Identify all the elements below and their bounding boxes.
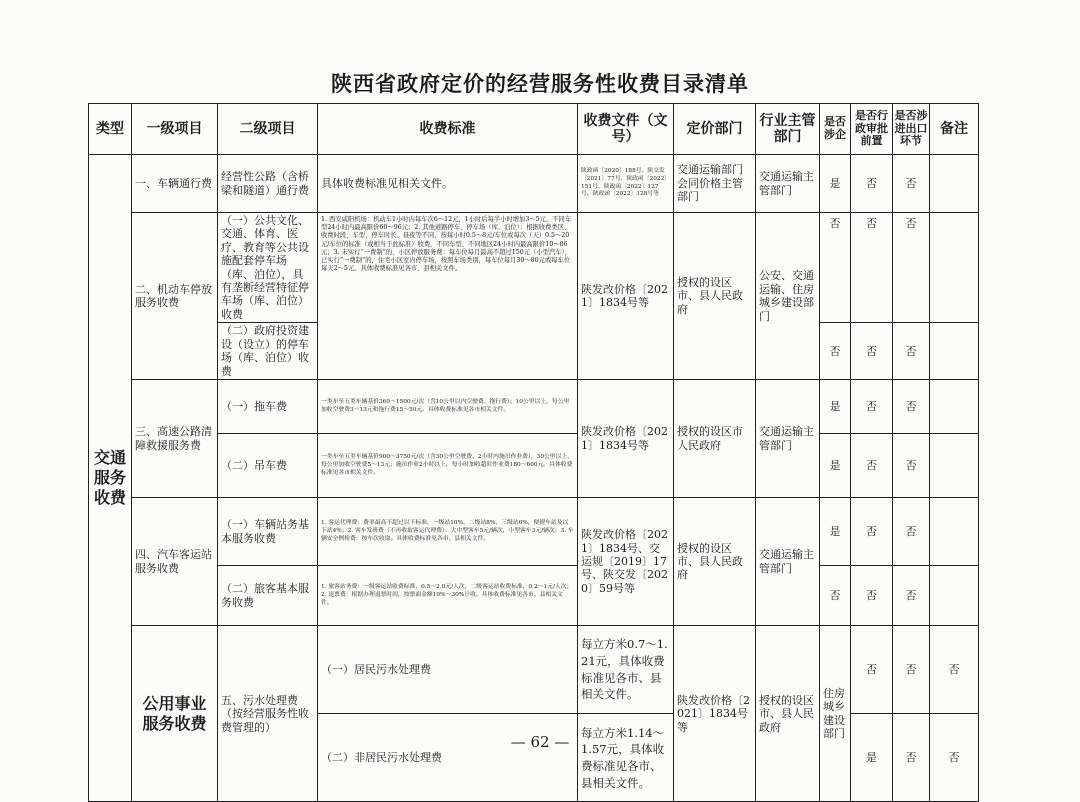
page-number: — 62 — <box>510 733 570 751</box>
table-row <box>89 566 979 626</box>
import-cell: 否 <box>930 626 979 714</box>
approval-cell: 否 <box>851 434 893 498</box>
doc-cell: 陕发改价格〔2021〕1834号、交运规〔2019〕17号、陕交发〔2020〕59号等 <box>578 498 674 626</box>
header-admin-approval: 是否行政审批前置 <box>851 104 893 155</box>
standard-cell: 一类车至五类车辆基价900～3750元/次（含30公里空驶费、2小时内施吊作业费），30公里以上，每公里加收空驶费5～13元；施吊作业2小时以上，每小时加收超时作业费180～600元。具体收费标准见各市相关文件。 <box>318 434 578 498</box>
pricing-dept-cell: 交通运输部门会同价格主管部门 <box>674 155 756 213</box>
level1-cell: 四、汽车客运站服务收费 <box>132 498 218 626</box>
table-row <box>89 380 979 434</box>
doc-cell: 陕发改价格〔2021〕1834号等 <box>674 626 756 802</box>
table-row <box>89 213 979 323</box>
enterprise-cell: 否 <box>851 626 893 714</box>
industry-dept-cell: 交通运输主管部门 <box>756 380 820 498</box>
import-cell: 否 <box>893 213 930 323</box>
remark-cell <box>930 155 979 213</box>
category-transport: 交通服务收费 <box>89 155 132 802</box>
header-row <box>89 104 979 155</box>
standard-cell: 每立方米0.7～1.21元，具体收费标准见各市、县相关文件。 <box>578 626 674 714</box>
doc-cell: 陕发改价格〔2021〕1834号等 <box>578 380 674 498</box>
level1-cell: 三、高速公路清障救援服务费 <box>132 380 218 498</box>
table-row <box>89 155 979 213</box>
approval-cell: 否 <box>851 380 893 434</box>
import-cell: 否 <box>893 155 930 213</box>
doc-cell: 陕政函〔2020〕188号、陕交发〔2021〕77号、陕政函〔2022〕151号、陕政函〔2022〕127号、陕政函〔2022〕128号等 <box>578 155 674 213</box>
enterprise-cell: 是 <box>820 498 851 566</box>
enterprise-cell: 否 <box>820 213 851 323</box>
category-public: 公用事业服务收费 <box>132 626 218 802</box>
enterprise-cell: 是 <box>820 434 851 498</box>
pricing-dept-cell: 授权的设区市、县人民政府 <box>674 213 756 380</box>
import-cell: 否 <box>893 323 930 380</box>
header-pricing-dept: 定价部门 <box>674 104 756 155</box>
remark-cell <box>930 213 979 323</box>
level2-cell: （一）拖车费 <box>218 380 318 434</box>
approval-cell: 否 <box>851 155 893 213</box>
enterprise-cell: 否 <box>820 566 851 626</box>
level2-cell: （二）非居民污水处理费 <box>318 714 578 802</box>
header-doc: 收费文件（文号） <box>578 104 674 155</box>
standard-cell: 1. 西安咸阳机场：机动车1小时内每车次6～12元，1小时后每半小时增加3～5元，不同车型24小时内最高限价60～96元；2. 其他道路停车、停车场（库、泊位）：根据收费类区、收费时段、车型、停车时长、昼夜等不同，按每小时0.5～8元/车位或每次（天）0.5～20元/车位的标准（或相当于此标准）收费，不同车型、不同地区24小时内最高限价10～86元；3. 未实行“一费制”的，小区停放服务费：每车位每月最高不超过150元（小型汽车），已实行“一费制”的，住宅小区室内停车场，按照车场类别，每车位每月30～80元或每车位每天2～5元。具体收费标准见各市、县相关文件。 <box>318 213 578 380</box>
standard-cell: 每立方米1.14～1.57元，具体收费标准见各市、县相关文件。 <box>578 714 674 802</box>
pricing-dept-cell: 授权的设区市、县人民政府 <box>674 498 756 626</box>
enterprise-cell: 否 <box>820 323 851 380</box>
table-row <box>89 626 979 714</box>
remark-cell <box>930 323 979 380</box>
enterprise-cell: 是 <box>820 380 851 434</box>
level2-cell: （二）旅客基本服务收费 <box>218 566 318 626</box>
header-level1: 一级项目 <box>132 104 218 155</box>
approval-cell: 否 <box>851 213 893 323</box>
approval-cell: 否 <box>851 566 893 626</box>
header-type: 类型 <box>89 104 132 155</box>
table-row <box>89 434 979 498</box>
header-involves-enterprise: 是否涉企 <box>820 104 851 155</box>
level2-cell: （二）政府投资建设（设立）的停车场（库、泊位）收费 <box>218 323 318 380</box>
industry-dept-cell: 住房城乡建设部门 <box>820 626 851 802</box>
level2-cell: 经营性公路（含桥梁和隧道）通行费 <box>218 155 318 213</box>
pricing-dept-cell: 授权的设区市、县人民政府 <box>756 626 820 802</box>
header-remark: 备注 <box>930 104 979 155</box>
industry-dept-cell: 公安、交通运输、住房城乡建设部门 <box>756 213 820 380</box>
level2-cell: （一）居民污水处理费 <box>318 626 578 714</box>
level2-cell: （二）吊车费 <box>218 434 318 498</box>
standard-cell: 具体收费标准见相关文件。 <box>318 155 578 213</box>
fee-catalog-table <box>88 103 979 802</box>
header-level2: 二级项目 <box>218 104 318 155</box>
industry-dept-cell: 交通运输主管部门 <box>756 155 820 213</box>
table-row <box>89 498 979 566</box>
header-industry-dept: 行业主管部门 <box>756 104 820 155</box>
approval-cell: 否 <box>893 714 930 802</box>
approval-cell: 否 <box>893 626 930 714</box>
standard-cell: 一类车至五类车辆基价360～1500元/次（含10公里以内空驶费、拖行费）；10公里以上，每公里加收空驶费3～13元和拖行费15～50元。具体收费标准见各市相关文件。 <box>318 380 578 434</box>
import-cell: 否 <box>893 498 930 566</box>
remark-cell <box>930 380 979 434</box>
remark-cell <box>930 434 979 498</box>
import-cell: 否 <box>893 434 930 498</box>
standard-cell: 1. 旅客站务费：一级客运站收费标准，0.5～2.0元/人次，二级客运站收费标准，0.2～1元/人次；2. 退票费：根据办理退票时间，按票面金额10%～30%计收。具体收费标准见各市、县相关文件。 <box>318 566 578 626</box>
level2-cell: （一）公共文化、交通、体育、医疗、教育等公共设施配套停车场（库、泊位），具有垄断经营特征停车场（库、泊位）收费 <box>218 213 318 323</box>
level1-cell: 二、机动车停放服务收费 <box>132 213 218 380</box>
level1-cell: 一、车辆通行费 <box>132 155 218 213</box>
remark-cell <box>930 566 979 626</box>
doc-cell: 陕发改价格〔2021〕1834号等 <box>578 213 674 380</box>
remark-cell <box>930 498 979 566</box>
enterprise-cell: 是 <box>820 155 851 213</box>
import-cell: 否 <box>930 714 979 802</box>
level2-cell: （一）车辆站务基本服务收费 <box>218 498 318 566</box>
page-title: 陕西省政府定价的经营服务性收费目录清单 <box>331 71 749 96</box>
approval-cell: 否 <box>851 323 893 380</box>
import-cell: 否 <box>893 380 930 434</box>
industry-dept-cell: 交通运输主管部门 <box>756 498 820 626</box>
import-cell: 否 <box>893 566 930 626</box>
header-standard: 收费标准 <box>318 104 578 155</box>
pricing-dept-cell: 授权的设区市人民政府 <box>674 380 756 498</box>
level1-cell: 五、污水处理费（按经营服务性收费管理的） <box>218 626 318 802</box>
enterprise-cell: 是 <box>851 714 893 802</box>
header-import-export: 是否涉进出口环节 <box>893 104 930 155</box>
approval-cell: 否 <box>851 498 893 566</box>
standard-cell: 1. 客运代理费：费率最高不超过以下标准，一级站10%、二级站8%、三级站6%，便捷车站及以下站4%；2. 客车发班费（不再收取客运代理费）：大中型客车5元/辆次，小型客车3元/辆次；3. 车辆安全例检费：按车次收取。具体收费标准见各市、县相关文件。 <box>318 498 578 566</box>
